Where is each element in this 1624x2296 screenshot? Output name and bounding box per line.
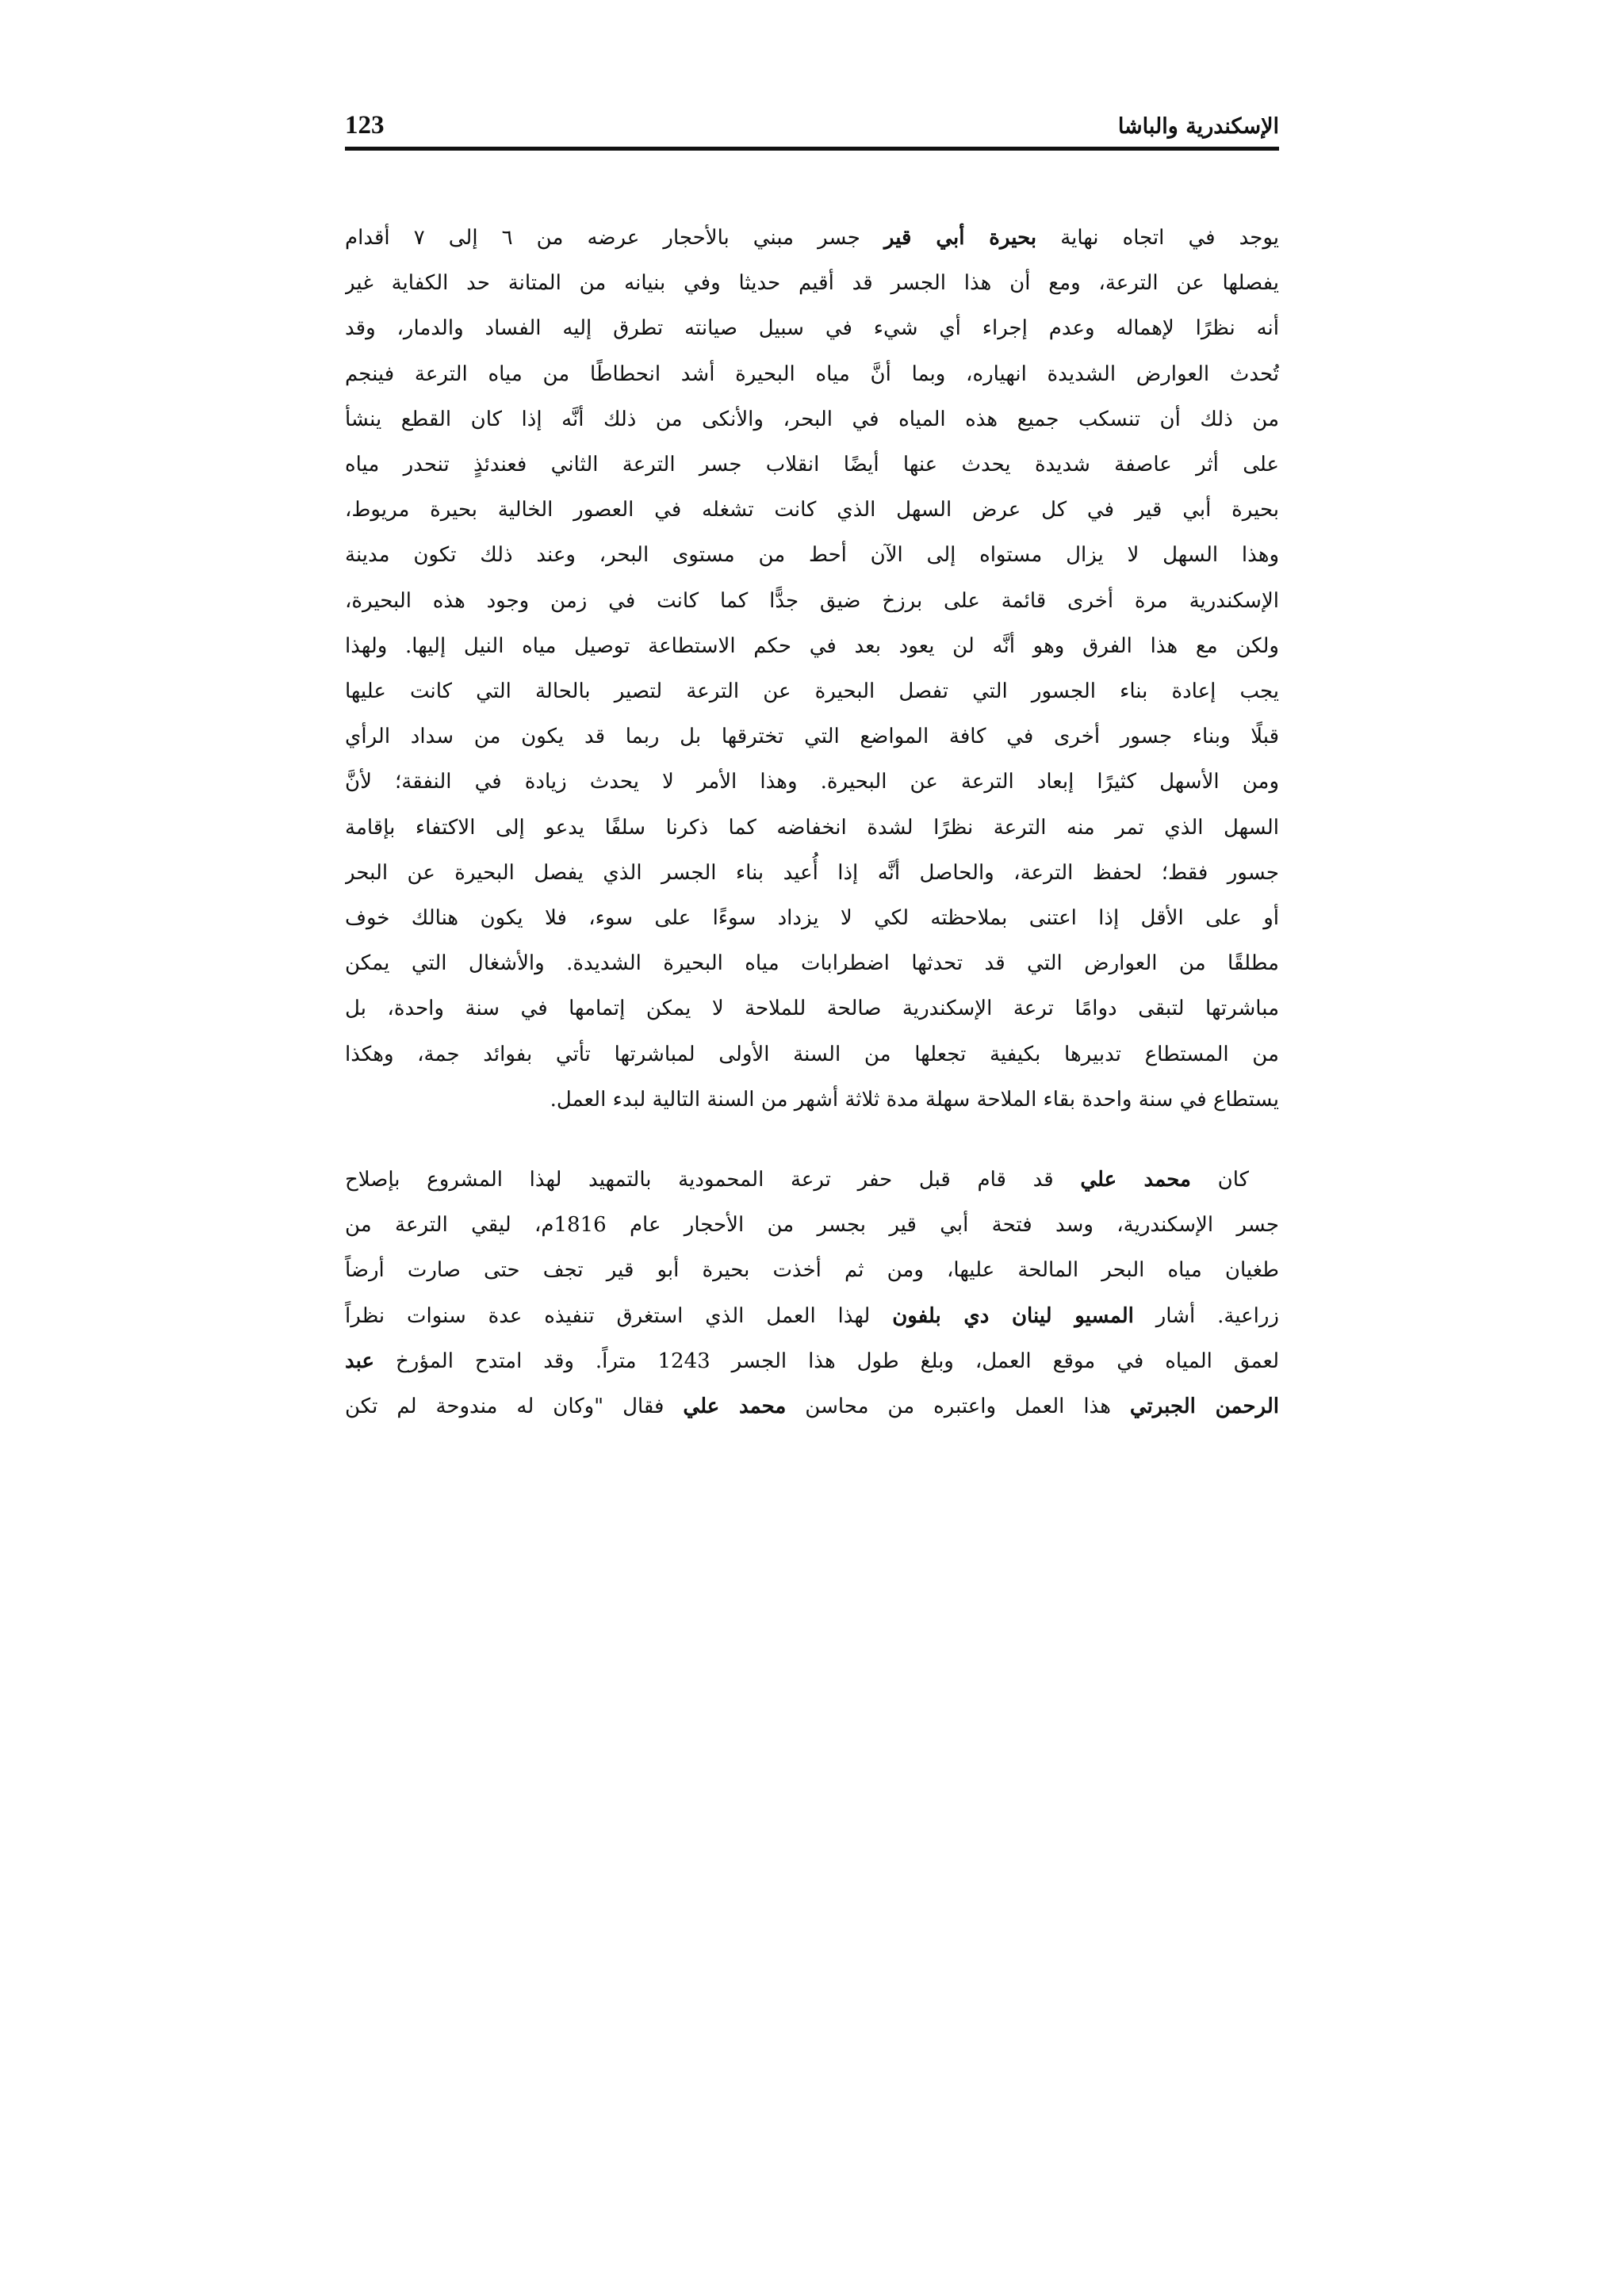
text-line: يوجد في اتجاه نهاية بحيرة أبي قير جسر مبني بالأحجار عرضه من ٦ إلى ٧ أقدام bbox=[345, 226, 1279, 250]
bold-term: محمد علي bbox=[683, 1395, 787, 1419]
text-line: مباشرتها لتبقى دوامًا ترعة الإسكندرية صالحة للملاحة لا يمكن إتمامها في سنة واحدة، بل bbox=[345, 997, 1279, 1021]
text-line: قبلًا وبناء جسور أخرى في كافة المواضع التي تخترقها بل ربما قد يكون من سداد الرأي bbox=[345, 725, 1279, 749]
page-number: 123 bbox=[345, 111, 385, 140]
text-line: الرحمن الجبرتي هذا العمل واعتبره من محاسن محمد علي فقال "وكان له مندوحة لم تكن bbox=[345, 1395, 1279, 1419]
text-line: زراعية. أشار المسيو لينان دي بلفون لهذا العمل الذي استغرق تنفيذه عدة سنوات نظراً bbox=[345, 1303, 1279, 1328]
text-line: ومن الأسهل كثيرًا إبعاد الترعة عن البحيرة. وهذا الأمر لا يحدث زيادة في النفقة؛ لأنَّ bbox=[345, 770, 1279, 794]
text-line: السهل الذي تمر منه الترعة نظرًا لشدة انخفاضه كما ذكرنا سلفًا يدعو إلى الاكتفاء بإقامة bbox=[345, 815, 1279, 840]
text-line: على أثر عاصفة شديدة يحدث عنها أيضًا انقلاب جسر الترعة الثاني فعندئذٍ تنحدر مياه bbox=[345, 453, 1279, 477]
text-line: من المستطاع تدبيرها بكيفية تجعلها من السنة الأولى لمباشرتها تأتي بفوائد جمة، وهكذا bbox=[345, 1042, 1279, 1066]
text-line: جسر الإسكندرية، وسد فتحة أبي قير بجسر من الأحجار عام 1816م، ليقي الترعة من bbox=[345, 1213, 1279, 1238]
text-line: ولكن مع هذا الفرق وهو أنَّه لن يعود بعد في حكم الاستطاعة توصيل مياه النيل إليها. ولهذا bbox=[345, 633, 1279, 658]
text-line: جسور فقط؛ لحفظ الترعة، والحاصل أنَّه إذا أُعيد بناء الجسر الذي يفصل البحيرة عن البحر bbox=[345, 860, 1279, 885]
bold-term: بحيرة أبي قير bbox=[883, 226, 1037, 250]
bold-term: عبد bbox=[345, 1349, 375, 1373]
bold-term: المسيو لينان دي بلفون bbox=[892, 1303, 1134, 1328]
text-line: لعمق المياه في موقع العمل، وبلغ طول هذا الجسر 1243 متراً. وقد امتدح المؤرخ عبد bbox=[345, 1349, 1279, 1373]
paragraph-1 bbox=[345, 216, 1279, 1123]
text-line: الإسكندرية مرة أخرى قائمة على برزخ ضيق جدًّا كما كانت في زمن وجود هذه البحيرة، bbox=[345, 588, 1279, 613]
paragraph-2 bbox=[345, 1158, 1279, 1429]
running-header-title: الإسكندرية والباشا bbox=[1117, 114, 1279, 139]
text-line: يفصلها عن الترعة، ومع أن هذا الجسر قد أقيم حديثا وفي بنيانه من المتانة حد الكفاية غير bbox=[345, 271, 1279, 296]
text-line: أو على الأقل إذا اعتنى بملاحظته لكي لا يزداد سوءًا على سوء، فلا يكون هنالك خوف bbox=[345, 906, 1279, 931]
text-line: من ذلك أن تنسكب جميع هذه المياه في البحر، والأنكى من ذلك أنَّه إذا كان القطع ينشأ bbox=[345, 407, 1279, 431]
text-line: بحيرة أبي قير في كل عرض السهل الذي كانت تشغله في العصور الخالية بحيرة مريوط، bbox=[345, 498, 1279, 522]
text-line: يجب إعادة بناء الجسور التي تفصل البحيرة عن الترعة لتصير بالحالة التي كانت عليها bbox=[345, 679, 1279, 704]
header-rule bbox=[345, 147, 1279, 151]
bold-term: الرحمن الجبرتي bbox=[1129, 1395, 1279, 1419]
text-line: وهذا السهل لا يزال مستواه إلى الآن أحط من مستوى البحر، وعند ذلك تكون مدينة bbox=[345, 543, 1279, 568]
text-line: مطلقًا من العوارض التي قد تحدثها اضطرابات مياه البحيرة الشديدة. والأشغال التي يمكن bbox=[345, 951, 1279, 976]
text-line: أنه نظرًا لإهماله وعدم إجراء أي شيء في سبيل صيانته تطرق إليه الفساد والدمار، وقد bbox=[345, 316, 1279, 341]
text-line: تُحدث العوارض الشديدة انهياره، وبما أنَّ مياه البحيرة أشد انحطاطًا من مياه الترعة فينجم bbox=[345, 362, 1279, 386]
bold-term: محمد علي bbox=[1080, 1168, 1191, 1192]
text-line: يستطاع في سنة واحدة بقاء الملاحة سهلة مدة ثلاثة أشهر من السنة التالية لبدء العمل. bbox=[550, 1087, 1279, 1112]
body-text bbox=[345, 216, 1279, 1429]
length-number: 1243 bbox=[657, 1349, 710, 1373]
text-line: طغيان مياه البحر المالحة عليها، ومن ثم أخذت بحيرة أبو قير تجف حتى صارت أرضاً bbox=[345, 1258, 1279, 1283]
year-number: 1816 bbox=[553, 1213, 607, 1238]
text-line: كان محمد علي قد قام قبل حفر ترعة المحمودية بالتمهيد لهذا المشروع بإصلاح bbox=[345, 1168, 1249, 1192]
running-header bbox=[345, 105, 1279, 149]
